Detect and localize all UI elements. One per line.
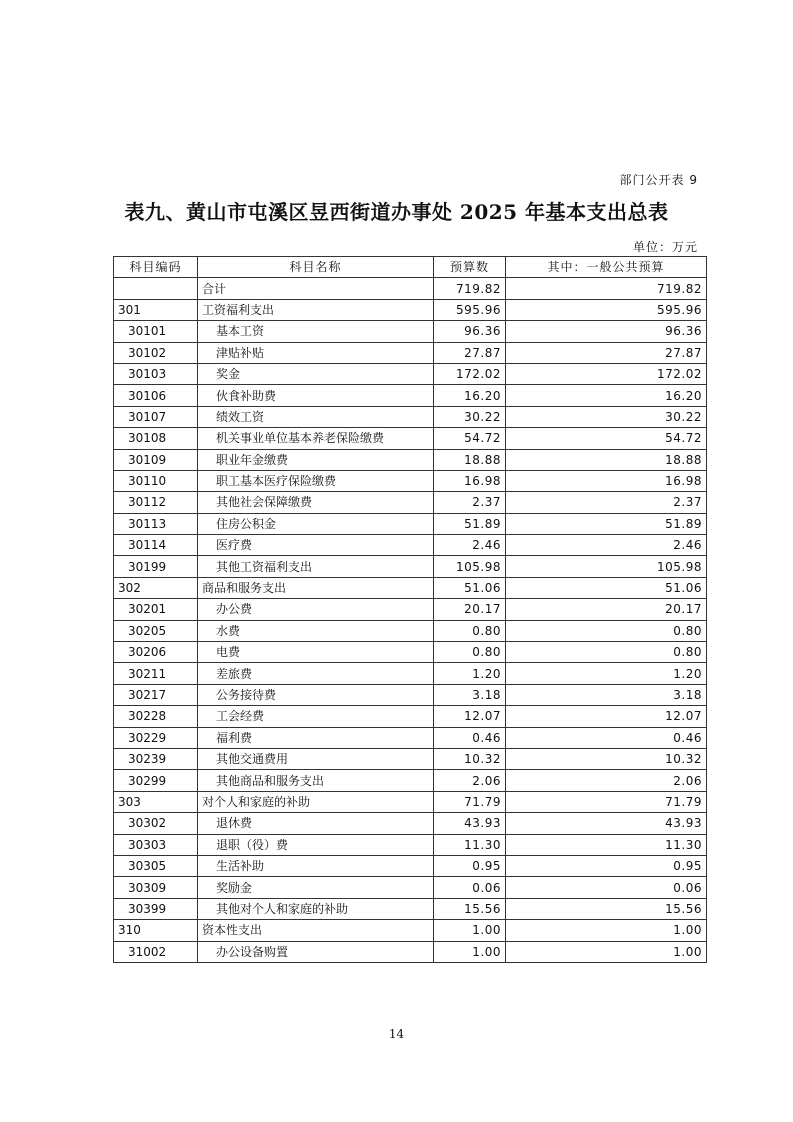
table-row bbox=[114, 492, 707, 513]
cell-general-budget: 0.06 bbox=[506, 877, 707, 898]
table-row bbox=[114, 599, 707, 620]
cell-general-budget: 1.00 bbox=[506, 941, 707, 962]
cell-budget: 96.36 bbox=[434, 321, 506, 342]
cell-code: 301 bbox=[114, 299, 198, 320]
table-row bbox=[114, 321, 707, 342]
table-row bbox=[114, 513, 707, 534]
cell-budget: 16.98 bbox=[434, 470, 506, 491]
cell-code: 30102 bbox=[114, 342, 198, 363]
cell-budget: 595.96 bbox=[434, 299, 506, 320]
cell-name: 机关事业单位基本养老保险缴费 bbox=[198, 428, 434, 449]
cell-code: 30399 bbox=[114, 898, 198, 919]
table-header-row bbox=[114, 257, 707, 278]
cell-code: 30199 bbox=[114, 556, 198, 577]
table-row bbox=[114, 278, 707, 299]
table-row bbox=[114, 470, 707, 491]
cell-budget: 54.72 bbox=[434, 428, 506, 449]
cell-budget: 0.06 bbox=[434, 877, 506, 898]
cell-general-budget: 51.89 bbox=[506, 513, 707, 534]
cell-budget: 3.18 bbox=[434, 684, 506, 705]
header-code: 科目编码 bbox=[114, 257, 198, 278]
cell-general-budget: 51.06 bbox=[506, 577, 707, 598]
cell-code: 30206 bbox=[114, 642, 198, 663]
cell-code: 303 bbox=[114, 791, 198, 812]
table-row bbox=[114, 920, 707, 941]
cell-name: 其他社会保障缴费 bbox=[198, 492, 434, 513]
document-label: 部门公开表 9 bbox=[619, 173, 698, 187]
cell-general-budget: 1.20 bbox=[506, 663, 707, 684]
header-budget: 预算数 bbox=[434, 257, 506, 278]
cell-general-budget: 1.00 bbox=[506, 920, 707, 941]
cell-name: 资本性支出 bbox=[198, 920, 434, 941]
cell-general-budget: 15.56 bbox=[506, 898, 707, 919]
table-row bbox=[114, 428, 707, 449]
cell-budget: 51.06 bbox=[434, 577, 506, 598]
page-number: 14 bbox=[388, 1027, 405, 1041]
cell-code: 30110 bbox=[114, 470, 198, 491]
unit-label: 单位：万元 bbox=[632, 240, 698, 254]
cell-general-budget: 595.96 bbox=[506, 299, 707, 320]
cell-general-budget: 719.82 bbox=[506, 278, 707, 299]
cell-budget: 105.98 bbox=[434, 556, 506, 577]
cell-budget: 719.82 bbox=[434, 278, 506, 299]
cell-budget: 12.07 bbox=[434, 706, 506, 727]
cell-general-budget: 0.95 bbox=[506, 855, 707, 876]
cell-budget: 15.56 bbox=[434, 898, 506, 919]
cell-code: 30239 bbox=[114, 748, 198, 769]
cell-name: 职业年金缴费 bbox=[198, 449, 434, 470]
cell-budget: 71.79 bbox=[434, 791, 506, 812]
cell-budget: 43.93 bbox=[434, 813, 506, 834]
cell-code: 30112 bbox=[114, 492, 198, 513]
cell-name: 合计 bbox=[198, 278, 434, 299]
cell-general-budget: 16.98 bbox=[506, 470, 707, 491]
cell-code: 30305 bbox=[114, 855, 198, 876]
cell-code bbox=[114, 278, 198, 299]
cell-general-budget: 30.22 bbox=[506, 406, 707, 427]
cell-general-budget: 16.20 bbox=[506, 385, 707, 406]
cell-budget: 0.80 bbox=[434, 642, 506, 663]
table-row bbox=[114, 535, 707, 556]
cell-budget: 172.02 bbox=[434, 363, 506, 384]
table-row bbox=[114, 363, 707, 384]
cell-name: 住房公积金 bbox=[198, 513, 434, 534]
table-row bbox=[114, 620, 707, 641]
cell-name: 差旅费 bbox=[198, 663, 434, 684]
cell-general-budget: 0.46 bbox=[506, 727, 707, 748]
table-row bbox=[114, 406, 707, 427]
cell-budget: 0.95 bbox=[434, 855, 506, 876]
cell-name: 其他交通费用 bbox=[198, 748, 434, 769]
table-row bbox=[114, 727, 707, 748]
cell-budget: 51.89 bbox=[434, 513, 506, 534]
cell-budget: 20.17 bbox=[434, 599, 506, 620]
table-row bbox=[114, 642, 707, 663]
table-row bbox=[114, 556, 707, 577]
cell-code: 30107 bbox=[114, 406, 198, 427]
cell-name: 绩效工资 bbox=[198, 406, 434, 427]
cell-code: 30114 bbox=[114, 535, 198, 556]
table-row bbox=[114, 834, 707, 855]
cell-general-budget: 43.93 bbox=[506, 813, 707, 834]
cell-code: 30103 bbox=[114, 363, 198, 384]
cell-name: 电费 bbox=[198, 642, 434, 663]
cell-budget: 0.80 bbox=[434, 620, 506, 641]
table-row bbox=[114, 342, 707, 363]
cell-general-budget: 172.02 bbox=[506, 363, 707, 384]
cell-budget: 2.06 bbox=[434, 770, 506, 791]
cell-name: 奖金 bbox=[198, 363, 434, 384]
table-row bbox=[114, 748, 707, 769]
cell-name: 公务接待费 bbox=[198, 684, 434, 705]
cell-general-budget: 0.80 bbox=[506, 642, 707, 663]
cell-code: 30109 bbox=[114, 449, 198, 470]
cell-code: 30228 bbox=[114, 706, 198, 727]
table-row bbox=[114, 706, 707, 727]
cell-code: 30211 bbox=[114, 663, 198, 684]
cell-name: 生活补助 bbox=[198, 855, 434, 876]
cell-name: 奖励金 bbox=[198, 877, 434, 898]
cell-name: 其他商品和服务支出 bbox=[198, 770, 434, 791]
cell-general-budget: 27.87 bbox=[506, 342, 707, 363]
cell-general-budget: 20.17 bbox=[506, 599, 707, 620]
cell-budget: 0.46 bbox=[434, 727, 506, 748]
table-row bbox=[114, 577, 707, 598]
cell-code: 30106 bbox=[114, 385, 198, 406]
cell-general-budget: 3.18 bbox=[506, 684, 707, 705]
table-row bbox=[114, 770, 707, 791]
table-row bbox=[114, 813, 707, 834]
cell-budget: 1.00 bbox=[434, 920, 506, 941]
cell-name: 退职（役）费 bbox=[198, 834, 434, 855]
cell-code: 30303 bbox=[114, 834, 198, 855]
cell-code: 30299 bbox=[114, 770, 198, 791]
cell-name: 办公设备购置 bbox=[198, 941, 434, 962]
cell-general-budget: 0.80 bbox=[506, 620, 707, 641]
cell-budget: 1.00 bbox=[434, 941, 506, 962]
cell-budget: 1.20 bbox=[434, 663, 506, 684]
cell-name: 基本工资 bbox=[198, 321, 434, 342]
cell-code: 302 bbox=[114, 577, 198, 598]
table-row bbox=[114, 855, 707, 876]
cell-name: 其他对个人和家庭的补助 bbox=[198, 898, 434, 919]
cell-name: 医疗费 bbox=[198, 535, 434, 556]
table-row bbox=[114, 449, 707, 470]
cell-name: 退休费 bbox=[198, 813, 434, 834]
cell-code: 310 bbox=[114, 920, 198, 941]
cell-budget: 2.46 bbox=[434, 535, 506, 556]
cell-budget: 18.88 bbox=[434, 449, 506, 470]
table-row bbox=[114, 684, 707, 705]
table-row bbox=[114, 385, 707, 406]
cell-code: 30229 bbox=[114, 727, 198, 748]
cell-name: 工会经费 bbox=[198, 706, 434, 727]
cell-general-budget: 10.32 bbox=[506, 748, 707, 769]
cell-name: 商品和服务支出 bbox=[198, 577, 434, 598]
cell-name: 福利费 bbox=[198, 727, 434, 748]
table-row bbox=[114, 941, 707, 962]
cell-budget: 30.22 bbox=[434, 406, 506, 427]
cell-budget: 11.30 bbox=[434, 834, 506, 855]
cell-general-budget: 12.07 bbox=[506, 706, 707, 727]
cell-general-budget: 18.88 bbox=[506, 449, 707, 470]
budget-table bbox=[113, 256, 707, 963]
table-row bbox=[114, 791, 707, 812]
cell-code: 31002 bbox=[114, 941, 198, 962]
cell-code: 30302 bbox=[114, 813, 198, 834]
header-name: 科目名称 bbox=[198, 257, 434, 278]
table-row bbox=[114, 299, 707, 320]
cell-general-budget: 2.46 bbox=[506, 535, 707, 556]
cell-name: 其他工资福利支出 bbox=[198, 556, 434, 577]
cell-code: 30205 bbox=[114, 620, 198, 641]
cell-name: 工资福利支出 bbox=[198, 299, 434, 320]
cell-name: 伙食补助费 bbox=[198, 385, 434, 406]
cell-code: 30113 bbox=[114, 513, 198, 534]
cell-code: 30217 bbox=[114, 684, 198, 705]
cell-general-budget: 105.98 bbox=[506, 556, 707, 577]
cell-general-budget: 54.72 bbox=[506, 428, 707, 449]
cell-budget: 27.87 bbox=[434, 342, 506, 363]
cell-name: 对个人和家庭的补助 bbox=[198, 791, 434, 812]
table-row bbox=[114, 898, 707, 919]
cell-code: 30201 bbox=[114, 599, 198, 620]
page-title: 表九、黄山市屯溪区昱西街道办事处 2025 年基本支出总表 bbox=[124, 200, 669, 224]
cell-code: 30309 bbox=[114, 877, 198, 898]
cell-general-budget: 2.06 bbox=[506, 770, 707, 791]
cell-code: 30101 bbox=[114, 321, 198, 342]
header-general-budget: 其中：一般公共预算 bbox=[506, 257, 707, 278]
cell-budget: 10.32 bbox=[434, 748, 506, 769]
table-row bbox=[114, 877, 707, 898]
table-row bbox=[114, 663, 707, 684]
cell-budget: 16.20 bbox=[434, 385, 506, 406]
cell-general-budget: 2.37 bbox=[506, 492, 707, 513]
cell-general-budget: 11.30 bbox=[506, 834, 707, 855]
cell-code: 30108 bbox=[114, 428, 198, 449]
cell-name: 职工基本医疗保险缴费 bbox=[198, 470, 434, 491]
cell-general-budget: 71.79 bbox=[506, 791, 707, 812]
cell-name: 办公费 bbox=[198, 599, 434, 620]
cell-name: 津贴补贴 bbox=[198, 342, 434, 363]
cell-general-budget: 96.36 bbox=[506, 321, 707, 342]
cell-name: 水费 bbox=[198, 620, 434, 641]
cell-budget: 2.37 bbox=[434, 492, 506, 513]
